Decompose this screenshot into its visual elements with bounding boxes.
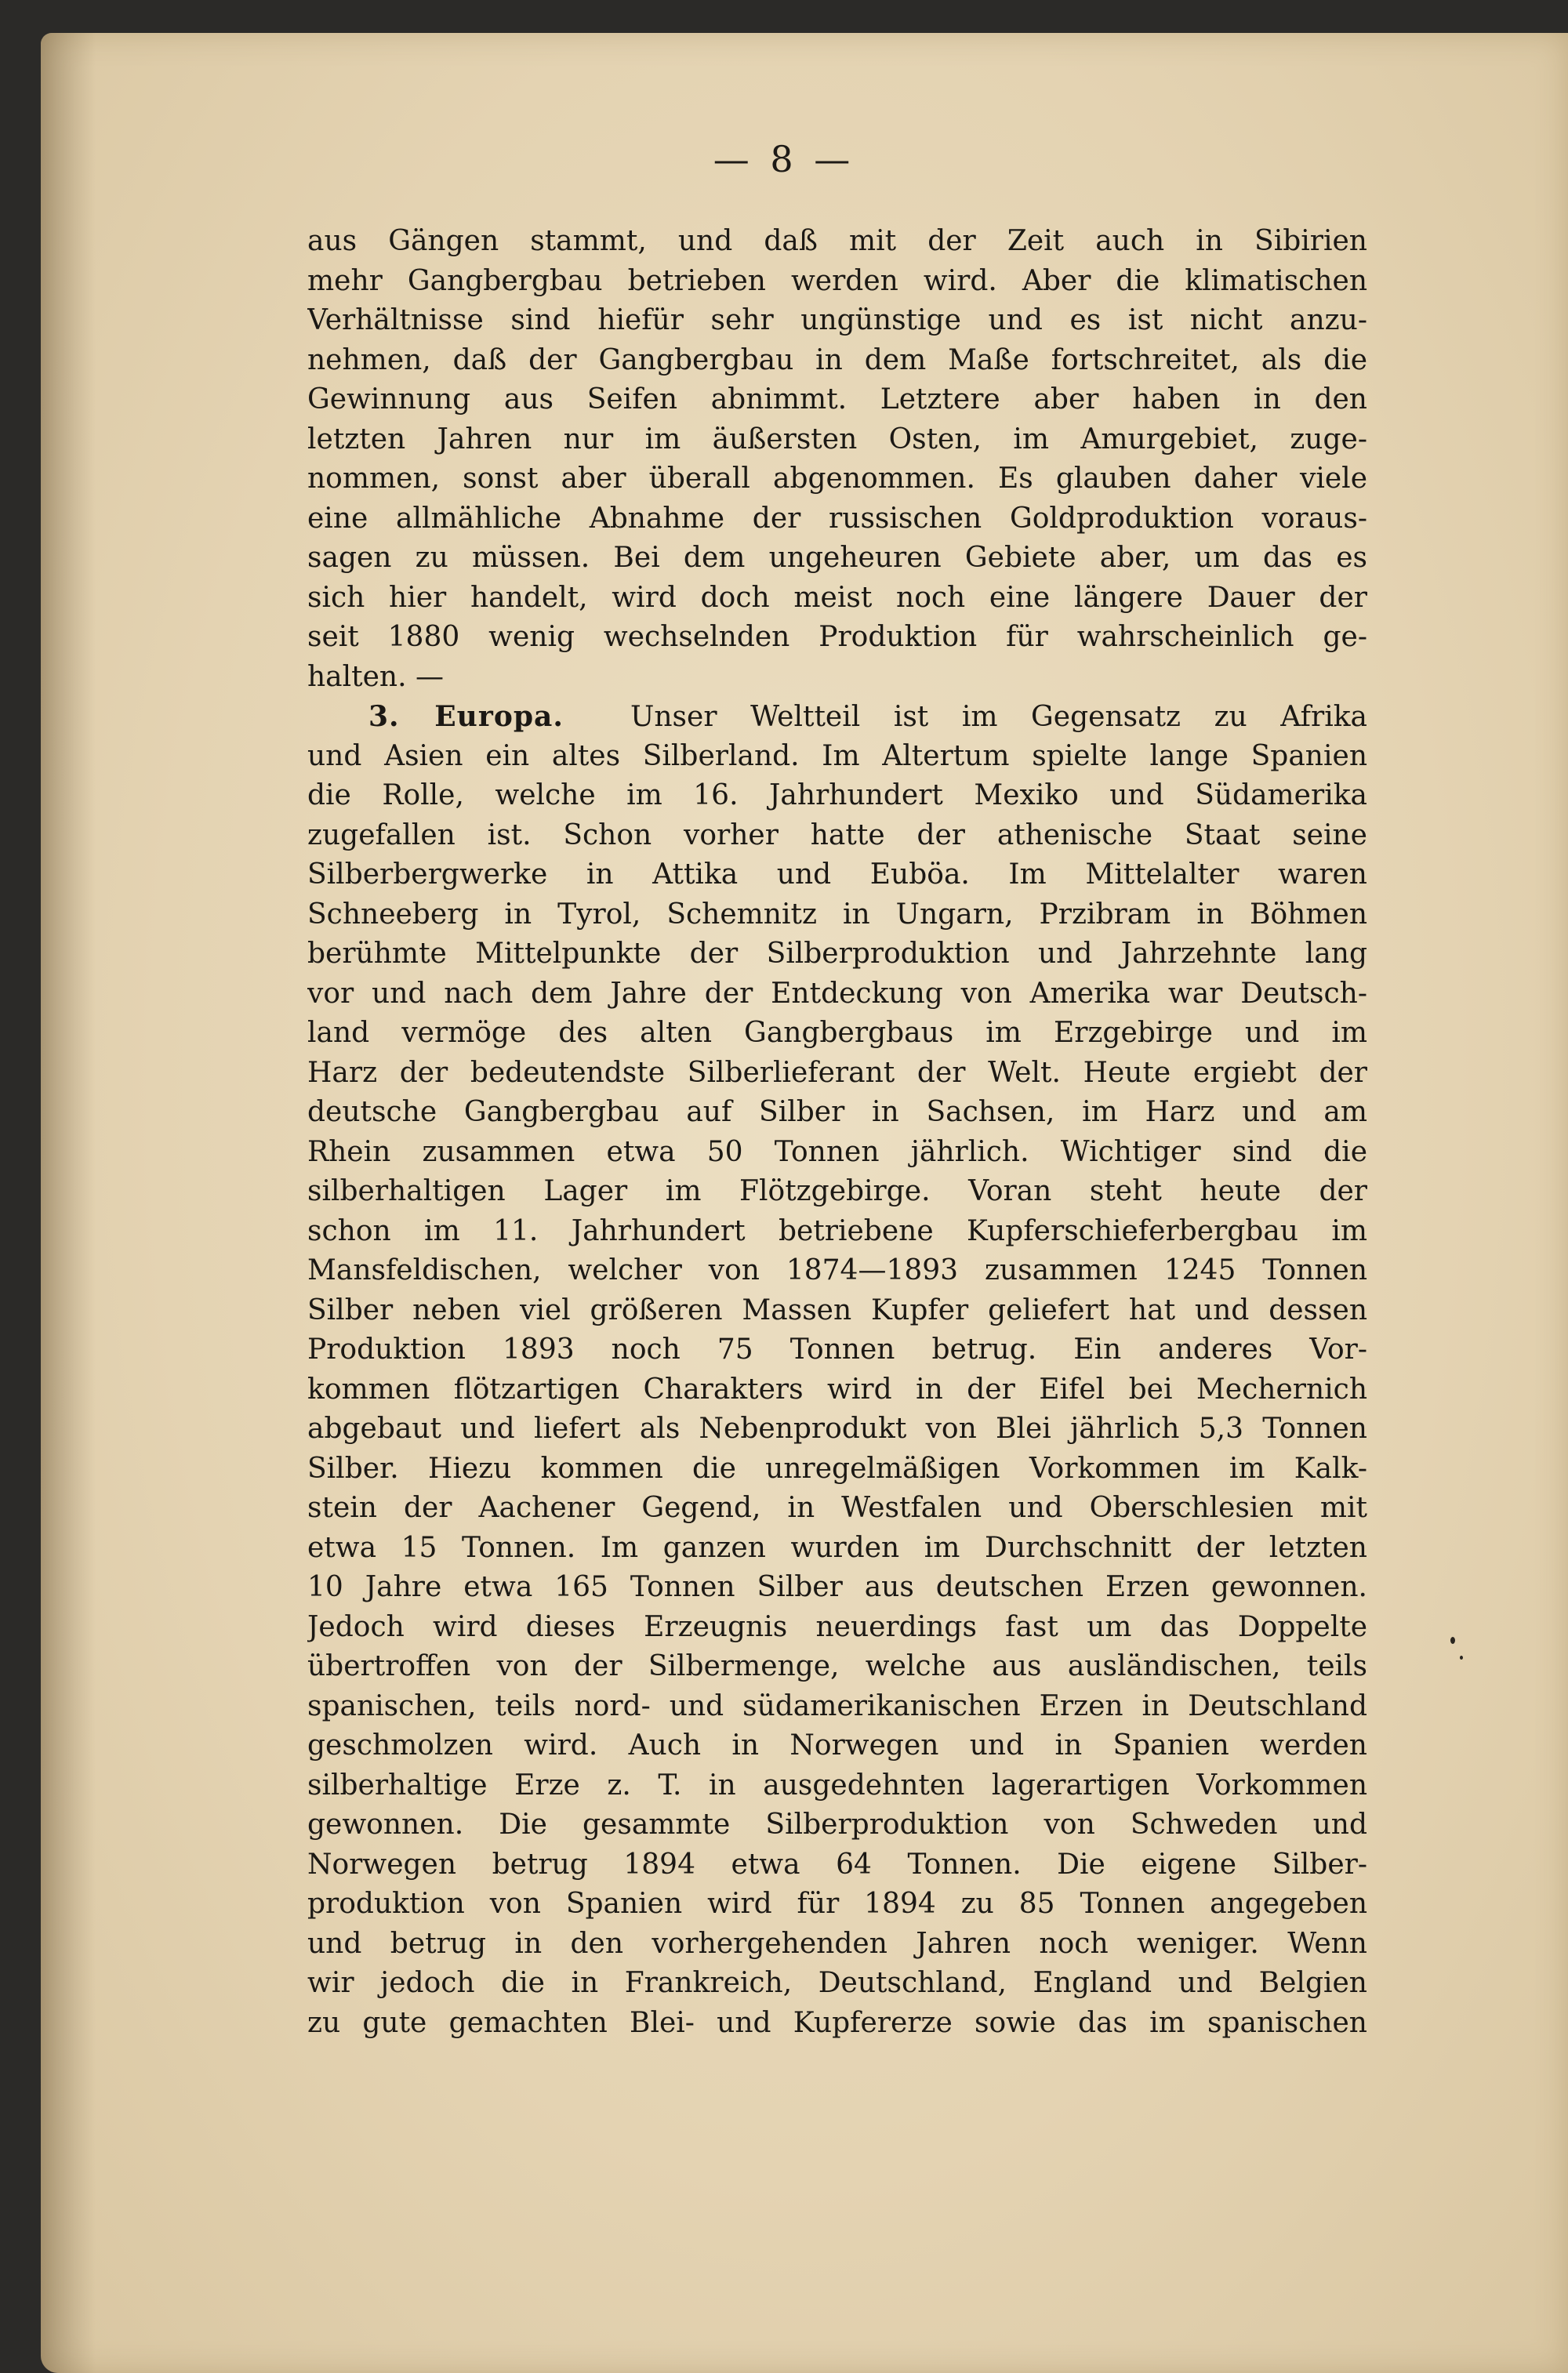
text-line: gewonnen. Die gesammte Silberproduktion von Schweden und (307, 1809, 1367, 1841)
text-line: eine allmähliche Abnahme der russischen Goldproduktion voraus- (307, 502, 1367, 535)
text-line: zu gute gemachten Blei- und Kupfererze sowie das im spanischen (307, 2006, 1367, 2039)
text-line: letzten Jahren nur im äußersten Osten, im Amurgebiet, zuge- (307, 423, 1367, 455)
text-line: Verhältnisse sind hiefür sehr ungünstige und es ist nicht anzu- (307, 304, 1367, 336)
text-line: Mansfeldischen, welcher von 1874—1893 zusammen 1245 Tonnen (307, 1254, 1367, 1286)
text-line: geschmolzen wird. Auch in Norwegen und in Spanien werden (307, 1729, 1367, 1762)
paper-speck (1450, 1637, 1455, 1644)
text-line: Silberbergwerke in Attika und Euböa. Im Mittelalter waren (307, 858, 1367, 891)
text-line: vor und nach dem Jahre der Entdeckung von Amerika war Deutsch- (307, 977, 1367, 1010)
paper-speck (1460, 1656, 1463, 1660)
section-heading: 3. Europa. (368, 700, 564, 733)
text-line: mehr Gangbergbau betrieben werden wird. Aber die klimatischen (307, 264, 1367, 297)
text-line: Silber. Hiezu kommen die unregelmäßigen Vorkommen im Kalk- (307, 1452, 1367, 1485)
text-line: berühmte Mittelpunkte der Silberproduktion und Jahrzehnte lang (307, 938, 1367, 970)
section-heading-line (307, 697, 1367, 737)
text-line: übertroffen von der Silbermenge, welche aus ausländischen, teils (307, 1650, 1367, 1682)
text-line: Schneeberg in Tyrol, Schemnitz in Ungarn, Przibram in Böhmen (307, 898, 1367, 931)
text-line: seit 1880 wenig wechselnden Produktion für wahrscheinlich ge- (307, 621, 1367, 653)
text-line: und Asien ein altes Silberland. Im Altertum spielte lange Spanien (307, 739, 1367, 772)
text-line: stein der Aachener Gegend, in Westfalen und Oberschlesien mit (307, 1492, 1367, 1524)
text-line: schon im 11. Jahrhundert betriebene Kupferschieferbergbau im (307, 1214, 1367, 1247)
text-line: Norwegen betrug 1894 etwa 64 Tonnen. Die eigene Silber- (307, 1848, 1367, 1881)
text-line: Silber neben viel größeren Massen Kupfer geliefert hat und dessen (307, 1294, 1367, 1326)
text-line: spanischen, teils nord- und südamerikanischen Erzen in Deutschland (307, 1689, 1367, 1722)
page-number: — 8 — (713, 138, 855, 180)
text-line: silberhaltigen Lager im Flötzgebirge. Voran steht heute der (307, 1175, 1367, 1207)
text-line: Harz der bedeutendste Silberlieferant der Welt. Heute ergiebt der (307, 1056, 1367, 1089)
text-line: deutsche Gangbergbau auf Silber in Sachsen, im Harz und am (307, 1096, 1367, 1128)
text-line: aus Gängen stammt, und daß mit der Zeit auch in Sibirien (307, 225, 1367, 257)
body-text (307, 222, 1367, 2043)
text-line: wir jedoch die in Frankreich, Deutschland, England und Belgien (307, 1967, 1367, 1999)
text-line: sagen zu müssen. Bei dem ungeheuren Gebiete aber, um das es (307, 542, 1367, 574)
section-first-line: Unser Weltteil ist im Gegensatz zu Afrika (630, 701, 1367, 733)
text-line: sich hier handelt, wird doch meist noch eine längere Dauer der (307, 581, 1367, 614)
text-line: Rhein zusammen etwa 50 Tonnen jährlich. Wichtiger sind die (307, 1135, 1367, 1168)
text-line: Gewinnung aus Seifen abnimmt. Letztere aber haben in den (307, 383, 1367, 415)
text-line: und betrug in den vorhergehenden Jahren noch weniger. Wenn (307, 1927, 1367, 1960)
text-line: die Rolle, welche im 16. Jahrhundert Mexiko und Südamerika (307, 779, 1367, 811)
text-line: halten. — (307, 660, 445, 693)
text-line: nommen, sonst aber überall abgenommen. Es glauben daher viele (307, 463, 1367, 495)
text-line: 10 Jahre etwa 165 Tonnen Silber aus deutschen Erzen gewonnen. (307, 1571, 1367, 1603)
text-line: etwa 15 Tonnen. Im ganzen wurden im Durchschnitt der letzten (307, 1531, 1367, 1564)
text-line: abgebaut und liefert als Nebenprodukt von Blei jährlich 5,3 Tonnen (307, 1413, 1367, 1445)
text-line: Jedoch wird dieses Erzeugnis neuerdings fast um das Doppelte (307, 1610, 1367, 1643)
text-line: land vermöge des alten Gangbergbaus im Erzgebirge und im (307, 1017, 1367, 1049)
text-line: produktion von Spanien wird für 1894 zu 85 Tonnen angegeben (307, 1888, 1367, 1920)
text-line: nehmen, daß der Gangbergbau in dem Maße fortschreitet, als die (307, 343, 1367, 376)
page-edge-shadow (41, 33, 96, 2373)
text-line: zugefallen ist. Schon vorher hatte der athenische Staat seine (307, 818, 1367, 851)
text-line: Produktion 1893 noch 75 Tonnen betrug. Ein anderes Vor- (307, 1333, 1367, 1366)
text-line: kommen flötzartigen Charakters wird in der Eifel bei Mechernich (307, 1373, 1367, 1406)
text-line: silberhaltige Erze z. T. in ausgedehnten lagerartigen Vorkommen (307, 1769, 1367, 1802)
